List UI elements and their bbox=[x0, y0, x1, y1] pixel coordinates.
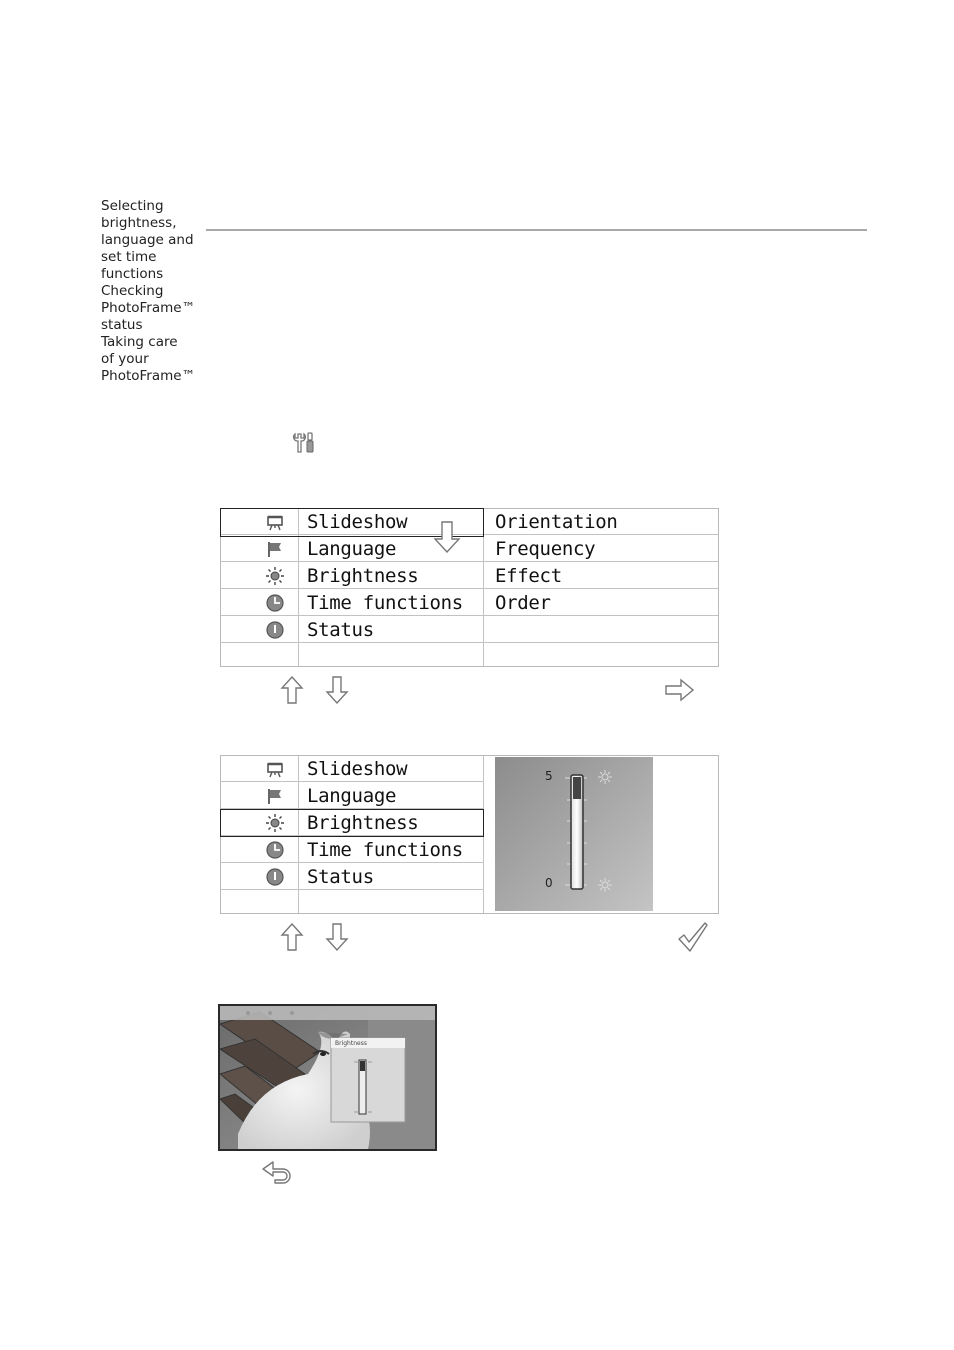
settings-menu-brightness bbox=[220, 755, 719, 914]
menu-item-label: Brightness bbox=[307, 812, 419, 834]
section-nav-line: of your bbox=[101, 351, 149, 367]
menu-item-label: Time functions bbox=[307, 839, 463, 861]
section-nav-line: Taking care bbox=[101, 334, 178, 350]
menu-empty-row bbox=[221, 644, 718, 670]
header-rule bbox=[206, 229, 867, 231]
submenu-item-effect[interactable]: Effect bbox=[495, 565, 562, 587]
menu-item-brightness[interactable] bbox=[221, 810, 484, 836]
menu-item-slideshow[interactable] bbox=[221, 756, 484, 782]
slider-max-label: 5 bbox=[545, 769, 553, 783]
menu-item-label: Language bbox=[307, 785, 397, 807]
checkmark-icon[interactable] bbox=[677, 922, 709, 954]
slideshow-icon bbox=[265, 759, 285, 779]
menu-item-label: Time functions bbox=[307, 592, 463, 614]
info-icon bbox=[265, 867, 285, 887]
menu-item-label: Brightness bbox=[307, 565, 419, 587]
section-nav-line: PhotoFrame™ bbox=[101, 368, 196, 384]
submenu-item-frequency[interactable]: Frequency bbox=[495, 538, 596, 560]
menu-item-label: Slideshow bbox=[307, 758, 408, 780]
menu-item-label: Status bbox=[307, 866, 374, 888]
section-nav-line: Selecting bbox=[101, 198, 164, 214]
section-nav-line: Checking bbox=[101, 283, 164, 299]
sun-icon bbox=[265, 566, 285, 586]
right-arrow-icon[interactable] bbox=[665, 678, 695, 702]
info-icon bbox=[265, 620, 285, 640]
menu-item-status[interactable] bbox=[221, 864, 484, 890]
settings-tools-icon bbox=[291, 431, 317, 455]
menu-item-brightness[interactable] bbox=[221, 563, 718, 589]
submenu-item-order[interactable]: Order bbox=[495, 592, 551, 614]
menu-item-status[interactable] bbox=[221, 617, 718, 643]
up-arrow-icon[interactable] bbox=[280, 923, 304, 952]
down-arrow-icon[interactable] bbox=[325, 923, 349, 952]
menu-item-language[interactable] bbox=[221, 783, 484, 809]
section-nav-line: functions bbox=[101, 266, 164, 282]
overlay-dialog-title: Brightness bbox=[335, 1040, 367, 1047]
menu-item-label: Slideshow bbox=[307, 511, 408, 533]
menu-item-slideshow[interactable] bbox=[221, 509, 718, 535]
clock-icon bbox=[265, 593, 285, 613]
menu-item-time-functions[interactable] bbox=[221, 837, 484, 863]
section-nav bbox=[101, 198, 206, 385]
slider-fill bbox=[573, 777, 581, 799]
section-nav-line: PhotoFrame™ bbox=[101, 300, 196, 316]
slideshow-icon bbox=[265, 512, 285, 532]
section-nav-line: status bbox=[101, 317, 143, 333]
flag-icon bbox=[265, 539, 285, 559]
section-nav-line: language and bbox=[101, 232, 194, 248]
menu-item-time-functions[interactable] bbox=[221, 590, 718, 616]
submenu-item-orientation[interactable]: Orientation bbox=[495, 511, 618, 533]
up-arrow-icon[interactable] bbox=[280, 676, 304, 705]
down-arrow-icon bbox=[433, 521, 461, 553]
flag-icon bbox=[265, 786, 285, 806]
menu-item-language[interactable] bbox=[221, 536, 718, 562]
photoframe-preview-photo bbox=[218, 1004, 437, 1151]
menu-item-label: Language bbox=[307, 538, 397, 560]
back-arrow-icon[interactable] bbox=[261, 1160, 293, 1184]
menu-item-label: Status bbox=[307, 619, 374, 641]
section-nav-line: set time bbox=[101, 249, 157, 265]
sun-icon bbox=[265, 813, 285, 833]
brightness-slider[interactable] bbox=[495, 757, 653, 911]
section-nav-line: brightness, bbox=[101, 215, 177, 231]
slider-min-label: 0 bbox=[545, 876, 553, 890]
down-arrow-icon[interactable] bbox=[325, 676, 349, 705]
clock-icon bbox=[265, 840, 285, 860]
settings-menu bbox=[220, 508, 719, 667]
